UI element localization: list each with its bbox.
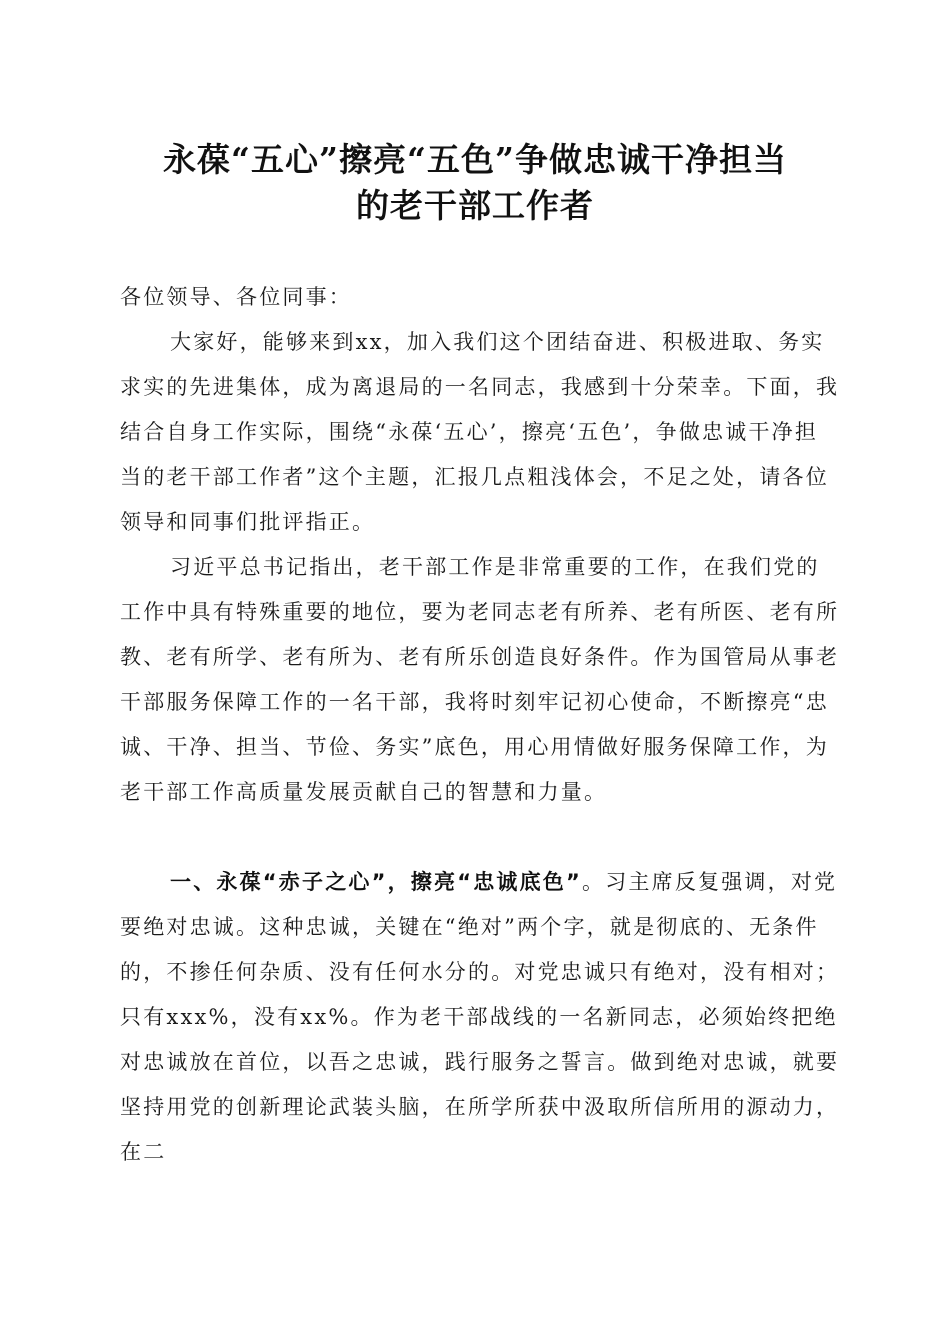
paragraph-context: 习近平总书记指出，老干部工作是非常重要的工作，在我们党的工作中具有特殊重要的地位，要为老同志老有所养、老有所医、老有所教、老有所学、老有所为、老有所乐创造良好条件。作为国管局从事老干部服务保障工作的一名干部，我将时刻牢记初心使命，不断擦亮“忠诚、干净、担当、节俭、务实”底色，用心用情做好服务保障工作，为老干部工作高质量发展贡献自己的智慧和力量。 (120, 555, 840, 804)
section-1-body: 。习主席反复强调，对党要绝对忠诚。这种忠诚，关键在“绝对”两个字，就是彻底的、无条件的，不掺任何杂质、没有任何水分的。对党忠诚只有绝对，没有相对；只有xxx%，没有xx%。作为老干部战线的一名新同志，必须始终把绝对忠诚放在首位，以吾之忠诚，践行服务之誓言。做到绝对忠诚，就要坚持用党的创新理论武装头脑，在所学所获中汲取所信所用的源动力，在二 (120, 870, 840, 1164)
document-title-line-1: 永葆“五心”擦亮“五色”争做忠诚干净担当 (163, 140, 787, 179)
section-1-heading: 一、永葆“赤子之心”，擦亮“忠诚底色” (170, 870, 583, 894)
paragraph-opening: 大家好，能够来到xx，加入我们这个团结奋进、积极进取、务实求实的先进集体，成为离退局的一名同志，我感到十分荣幸。下面，我结合自身工作实际，围绕“永葆‘五心’，擦亮‘五色’，争做忠诚干净担当的老干部工作者”这个主题，汇报几点粗浅体会，不足之处，请各位领导和同事们批评指正。 (120, 330, 840, 534)
salutation: 各位领导、各位同事： (120, 285, 352, 309)
document-title-line-2: 的老干部工作者 (356, 186, 594, 225)
paragraph-section-1 (120, 860, 840, 1175)
